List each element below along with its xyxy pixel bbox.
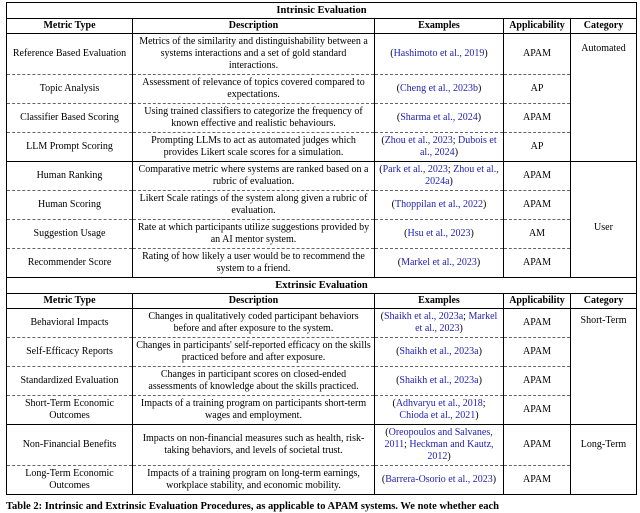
description-cell: Impacts of a training program on participants short-term wages and employment. <box>133 396 375 425</box>
citation-link[interactable]: Chioda et al., 2021 <box>399 410 476 421</box>
citation-link[interactable]: Markel et al., 2023 <box>415 311 498 334</box>
metric-cell: Suggestion Usage <box>7 220 133 249</box>
metric-cell: Long-Term Economic Outcomes <box>7 466 133 495</box>
table-row <box>7 425 637 466</box>
table-row <box>7 104 637 133</box>
metric-cell: Reference Based Evaluation <box>7 34 133 75</box>
description-cell: Changes in participants' self-reported efficacy on the skills practiced before and after exposure. <box>133 338 375 367</box>
examples-cell: (Zhou et al., 2023; Dubois et al., 2024) <box>375 133 504 162</box>
citation-link[interactable]: Zhou et al., 2024a <box>425 164 499 187</box>
citation-link[interactable]: Shaikh et al., 2023a <box>399 375 479 386</box>
table-row <box>7 249 637 278</box>
description-cell: Metrics of the similarity and distinguishability between a systems interactions and a set of gold standard interactions. <box>133 34 375 75</box>
description-cell: Changes in participant scores on closed-ended assessments of knowledge about the skills practiced. <box>133 367 375 396</box>
applicability-cell: APAM <box>504 309 571 338</box>
examples-cell: (Hsu et al., 2023) <box>375 220 504 249</box>
applicability-cell: AP <box>504 75 571 104</box>
examples-cell: (Thoppilan et al., 2022) <box>375 191 504 220</box>
citation-link[interactable]: Shaikh et al., 2023a <box>384 311 464 322</box>
citation-link[interactable]: Barrera-Osorio et al., 2023 <box>385 474 493 485</box>
column-header-applicability: Applicability <box>504 19 571 34</box>
citation-link[interactable]: Cheng et al., 2023b <box>399 83 479 94</box>
citation-link[interactable]: Hsu et al., 2023 <box>407 228 471 239</box>
metric-cell: Human Scoring <box>7 191 133 220</box>
citation-link[interactable]: Adhvaryu et al., 2018 <box>395 398 483 409</box>
citation-link[interactable]: Oreopoulos and Salvanes, 2011 <box>384 427 493 450</box>
table-row <box>7 191 637 220</box>
applicability-cell: AP <box>504 133 571 162</box>
column-header-examples: Examples <box>375 19 504 34</box>
examples-cell: (Oreopoulos and Salvanes, 2011; Heckman and Kautz, 2012) <box>375 425 504 466</box>
examples-cell: (Adhvaryu et al., 2018; Chioda et al., 2021) <box>375 396 504 425</box>
description-cell: Changes in qualitatively coded participant behaviors before and after exposure to the system. <box>133 309 375 338</box>
citation-link[interactable]: Thoppilan et al., 2022 <box>394 199 484 210</box>
citation-link[interactable]: Dubois et al., 2024 <box>419 135 497 158</box>
citation-link[interactable]: Heckman and Kautz, 2012 <box>409 439 494 462</box>
column-header-category: Category <box>571 294 637 309</box>
column-header-metric-type: Metric Type <box>7 294 133 309</box>
table-row <box>7 466 637 495</box>
description-cell: Using trained classifiers to categorize the frequency of known effective and realistic behaviours. <box>133 104 375 133</box>
citation-link[interactable]: Sharma et al., 2024 <box>400 112 478 123</box>
column-header-category: Category <box>571 19 637 34</box>
table-row <box>7 396 637 425</box>
applicability-cell: APAM <box>504 367 571 396</box>
table-row <box>7 133 637 162</box>
examples-cell: (Cheng et al., 2023b) <box>375 75 504 104</box>
evaluation-table <box>6 2 637 495</box>
category-cell-short-term <box>571 309 637 425</box>
metric-cell: Classifier Based Scoring <box>7 104 133 133</box>
applicability-cell: APAM <box>504 191 571 220</box>
applicability-cell: APAM <box>504 396 571 425</box>
examples-cell: (Hashimoto et al., 2019) <box>375 34 504 75</box>
table-row <box>7 367 637 396</box>
applicability-cell: APAM <box>504 425 571 466</box>
examples-cell: (Shaikh et al., 2023a) <box>375 338 504 367</box>
description-cell: Comparative metric where systems are ranked based on a rubric of evaluation. <box>133 162 375 191</box>
citation-link[interactable]: Markel et al., 2023 <box>401 257 477 268</box>
applicability-cell: APAM <box>504 104 571 133</box>
evaluation-table-body <box>7 3 637 495</box>
table-row <box>7 75 637 104</box>
metric-cell: Standardized Evaluation <box>7 367 133 396</box>
column-header-metric-type: Metric Type <box>7 19 133 34</box>
column-header-description: Description <box>133 294 375 309</box>
table-row <box>7 309 637 338</box>
category-cell-automated <box>571 34 637 162</box>
description-cell: Likert Scale ratings of the system along given a rubric of evaluation. <box>133 191 375 220</box>
table-row <box>7 162 637 191</box>
description-cell: Rate at which participants utilize suggestions provided by an AI mentor system. <box>133 220 375 249</box>
applicability-cell: APAM <box>504 338 571 367</box>
applicability-cell: APAM <box>504 249 571 278</box>
metric-cell: Human Ranking <box>7 162 133 191</box>
examples-cell: (Markel et al., 2023) <box>375 249 504 278</box>
category-label: Short-Term <box>580 315 627 326</box>
description-cell: Assessment of relevance of topics covered compared to expectations. <box>133 75 375 104</box>
citation-link[interactable]: Shaikh et al., 2023a <box>399 346 479 357</box>
description-cell: Impacts of a training program on long-term earnings, workplace stability, and economic mobility. <box>133 466 375 495</box>
column-header-applicability: Applicability <box>504 294 571 309</box>
examples-cell: (Park et al., 2023; Zhou et al., 2024a) <box>375 162 504 191</box>
examples-cell: (Barrera-Osorio et al., 2023) <box>375 466 504 495</box>
citation-link[interactable]: Hashimoto et al., 2019 <box>393 48 485 59</box>
category-label: Long-Term <box>580 439 627 450</box>
metric-cell: Non-Financial Benefits <box>7 425 133 466</box>
metric-cell: Topic Analysis <box>7 75 133 104</box>
metric-cell: Behavioral Impacts <box>7 309 133 338</box>
table-row <box>7 220 637 249</box>
examples-cell: (Sharma et al., 2024) <box>375 104 504 133</box>
description-cell: Rating of how likely a user would be to recommend the system to a friend. <box>133 249 375 278</box>
category-cell-long-term <box>571 425 637 495</box>
section-title-extrinsic-evaluation: Extrinsic Evaluation <box>7 278 637 294</box>
applicability-cell: APAM <box>504 162 571 191</box>
table-row <box>7 34 637 75</box>
metric-cell: Self-Efficacy Reports <box>7 338 133 367</box>
table-row <box>7 338 637 367</box>
examples-cell: (Shaikh et al., 2023a) <box>375 367 504 396</box>
applicability-cell: APAM <box>504 34 571 75</box>
table-caption: Table 2: Intrinsic and Extrinsic Evaluation Procedures, as applicable to APAM systems. We note whether each <box>6 501 500 512</box>
description-cell: Prompting LLMs to act as automated judges which provides Likert scale scores for a simulation. <box>133 133 375 162</box>
citation-link[interactable]: Zhou et al., 2023 <box>384 135 453 146</box>
metric-cell: Short-Term Economic Outcomes <box>7 396 133 425</box>
metric-cell: LLM Prompt Scoring <box>7 133 133 162</box>
examples-cell: (Shaikh et al., 2023a; Markel et al., 2023) <box>375 309 504 338</box>
applicability-cell: AM <box>504 220 571 249</box>
column-header-description: Description <box>133 19 375 34</box>
citation-link[interactable]: Park et al., 2023 <box>382 164 448 175</box>
category-cell-user <box>571 162 637 278</box>
section-title-intrinsic-evaluation: Intrinsic Evaluation <box>7 3 637 19</box>
description-cell: Impacts on non-financial measures such as health, risk-taking behaviors, and levels of societal trust. <box>133 425 375 466</box>
metric-cell: Recommender Score <box>7 249 133 278</box>
category-label: Automated <box>581 43 626 54</box>
applicability-cell: APAM <box>504 466 571 495</box>
category-label: User <box>594 222 613 233</box>
column-header-examples: Examples <box>375 294 504 309</box>
